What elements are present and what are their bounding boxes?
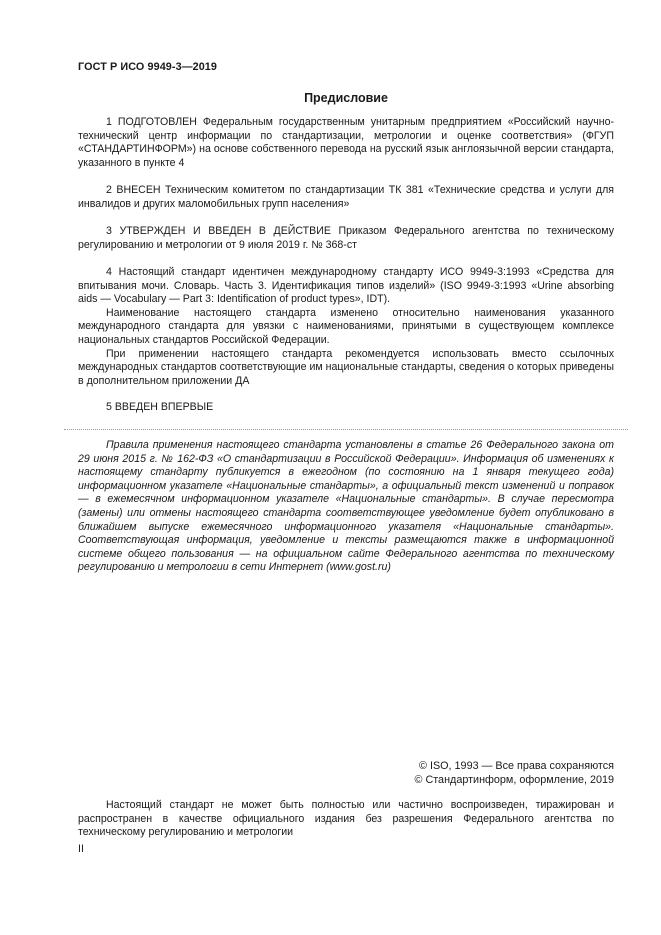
foreword-item-5 [78,401,614,415]
foreword-item-4-extra-2: При применении настоящего стандарта рекомендуется использовать вместо ссылочных международных стандартов соответствующие им национальные стандарты, сведения о которых приведены в дополнительном приложении ДА [78,347,614,387]
copyright-standartinform: © Стандартинформ, оформление, 2019 [414,774,614,786]
standard-code-header: ГОСТ Р ИСО 9949-3—2019 [78,61,218,73]
foreword-item-4-extra-1: Наименование настоящего стандарта изменено относительно наименования указанного международного стандарта для увязки с наименованиями, принятыми в существующем комплексе национальных стандартов Российской Федерации. [78,306,614,346]
page-title: Предисловие [304,91,388,105]
foreword-item-2-text: 2 ВНЕСЕН Техническим комитетом по стандартизации ТК 381 «Технические средства и услуги для инвалидов и других маломобильных групп населения» [78,184,614,210]
page-number: II [78,843,84,855]
standard-notice: Правила применения настоящего стандарта установлены в статье 26 Федерального закона от 29 июня 2015 г. № 162-ФЗ «О стандартизации в Российской Федерации». Информация об изменениях к настоящему стандарту публикуется в ежегодном (по состоянию на 1 января текущего года) информационном указателе «Национальные стандарты», а официальный текст изменений и поправок — в ежемесячном информационном указателе «Национальные стандарты». В случае пересмотра (замены) или отмены настоящего стандарта соответствующее уведомление будет опубликовано в ближайшем выпуске ежемесячного информационного указателя «Национальные стандарты». Соответствующая информация, уведомление и тексты размещаются также в информационной системе общего пользования — на официальном сайте Федерального агентства по техническому регулированию и метрологии в сети Интернет (www.gost.ru) [78,439,614,574]
foreword-item-4-text: 4 Настоящий стандарт идентичен международному стандарту ИСО 9949-3:1993 «Средства для впитывания мочи. Словарь. Часть 3. Идентификация типов изделий» (ISO 9949-3:1993 «Urine absorbing aids — Vocabulary — Part 3: Identification of product types», IDT). [78,266,614,306]
copyright-iso: © ISO, 1993 — Все права сохраняются [419,760,614,772]
foreword-item-1 [78,116,614,170]
foreword-item-3-text: 3 УТВЕРЖДЕН И ВВЕДЕН В ДЕЙСТВИЕ Приказом Федерального агентства по техническому регулированию и метрологии от 9 июля 2019 г. № 368-ст [78,225,614,251]
foreword-item-3 [78,225,614,252]
foreword-item-5-text: 5 ВВЕДЕН ВПЕРВЫЕ [106,401,214,413]
foreword-item-2 [78,184,614,211]
foreword-item-4 [78,266,614,388]
reproduction-notice: Настоящий стандарт не может быть полностью или частично воспроизведен, тиражирован и распространен в качестве официального издания без разрешения Федерального агентства по техническому регулированию и метрологии [78,799,614,839]
notice-divider [64,429,628,430]
foreword-item-1-text: 1 ПОДГОТОВЛЕН Федеральным государственным унитарным предприятием «Российский научно-технический центр информации по стандартизации, метрологии и оценке соответствия» (ФГУП «СТАНДАРТИНФОРМ») на основе собственного перевода на русский язык англоязычной версии стандарта, указанного в пункте 4 [78,116,614,169]
